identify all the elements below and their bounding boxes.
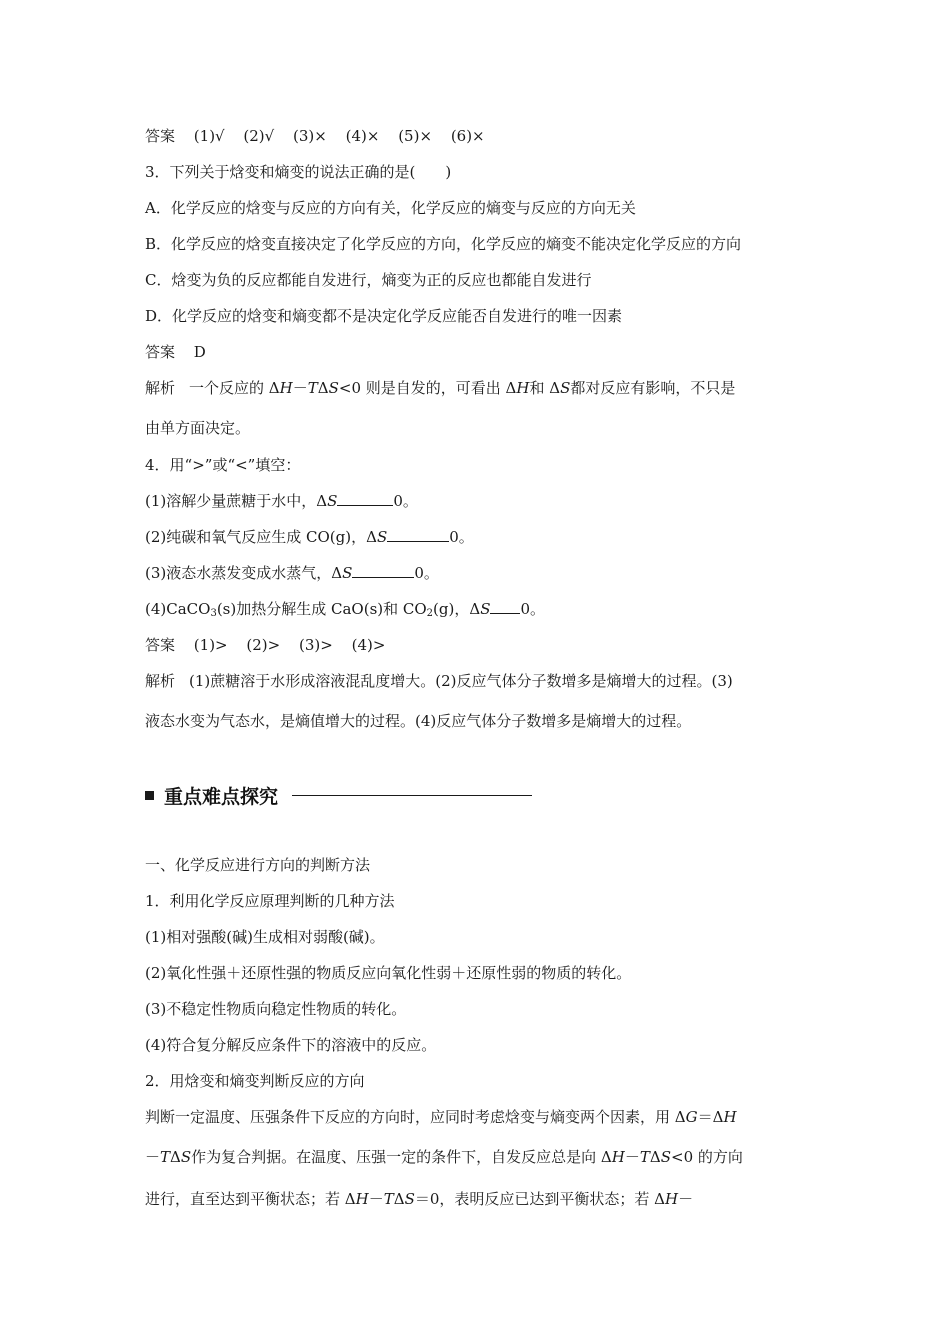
paragraph-line-3 (145, 1189, 693, 1209)
analysis-text: Δ (317, 379, 329, 397)
fill-blank (337, 491, 393, 506)
para-text: ＝0，表明反应已达到平衡状态；若 Δ (414, 1190, 666, 1208)
var-s: S (560, 379, 571, 397)
point-4: (4)符合复分解反应条件下的溶液中的反应。 (145, 1036, 437, 1054)
q2-answer-line (145, 126, 485, 146)
section-title: 重点难点探究 (164, 785, 279, 808)
q4-analysis-line-1 (145, 671, 733, 691)
para-text: － (624, 1148, 640, 1166)
q4-item-2 (145, 527, 474, 547)
item-text: 0。 (414, 564, 439, 582)
q4-item-1 (145, 491, 418, 511)
var-g: G (685, 1108, 698, 1126)
q4-item-4 (145, 599, 545, 624)
answer-item: (1)√ (193, 127, 225, 145)
answer-item: (1)> (193, 636, 228, 654)
var-t: T (639, 1148, 650, 1166)
item-text: (1)溶解少量蔗糖于水中，Δ (145, 492, 328, 510)
q3-analysis-line-1 (145, 378, 735, 398)
para-text: － (368, 1190, 384, 1208)
para-text: <0 的方向 (671, 1148, 743, 1166)
point-1: (1)相对强酸(碱)生成相对弱酸(碱)。 (145, 928, 385, 946)
answer-value: D (193, 343, 206, 361)
para-text: Δ (393, 1190, 405, 1208)
fill-blank (352, 563, 414, 578)
analysis-text: － (292, 379, 308, 397)
var-s: S (660, 1148, 672, 1166)
answer-item: (4)× (345, 127, 380, 145)
var-t: T (383, 1190, 394, 1208)
heading-2: 1．利用化学反应原理判断的几种方法 (145, 892, 395, 910)
section-rule (292, 795, 532, 796)
section-header (145, 783, 532, 807)
para-text: 判断一定温度、压强条件下反应的方向时，应同时考虑焓变与熵变两个因素，用 Δ (145, 1108, 686, 1126)
para-text: ＝Δ (697, 1108, 724, 1126)
answer-item: (6)× (450, 127, 485, 145)
q4-stem: 4．用“>”或“<”填空： (145, 456, 301, 474)
item-text: 0。 (449, 528, 474, 546)
heading-3: 2．用焓变和熵变判断反应的方向 (145, 1072, 365, 1090)
q4-answer-line (145, 635, 385, 655)
answer-label: 答案 (145, 127, 176, 145)
answer-label: 答案 (145, 636, 176, 654)
var-h: H (279, 379, 293, 397)
var-s: S (327, 492, 338, 510)
var-s: S (342, 564, 353, 582)
item-text: (4)CaCO (145, 600, 211, 618)
var-t: T (160, 1148, 171, 1166)
analysis-label: 解析 (145, 672, 176, 690)
item-text: (3)液态水蒸发变成水蒸气，Δ (145, 564, 343, 582)
subscript: 2 (426, 608, 434, 619)
q3-option-a: A．化学反应的焓变与反应的方向有关，化学反应的熵变与反应的方向无关 (145, 199, 636, 217)
q3-analysis-line-2: 由单方面决定。 (145, 419, 251, 437)
fill-blank (387, 527, 449, 542)
item-text: (g)，Δ (433, 600, 481, 618)
q4-analysis-line-2: 液态水变为气态水，是熵值增大的过程。(4)反应气体分子数增多是熵增大的过程。 (145, 712, 692, 730)
var-h: H (611, 1148, 625, 1166)
analysis-label: 解析 (145, 379, 176, 397)
analysis-text: (1)蔗糖溶于水形成溶液混乱度增大。(2)反应气体分子数增多是熵增大的过程。(3) (189, 672, 733, 690)
q3-answer-line (145, 342, 206, 362)
paragraph-line-1 (145, 1107, 737, 1127)
answer-item: (3)× (292, 127, 327, 145)
q3-option-d: D．化学反应的焓变和熵变都不是决定化学反应能否自发进行的唯一因素 (145, 307, 623, 325)
answer-item: (2)> (246, 636, 281, 654)
para-text: 作为复合判据。在温度、压强一定的条件下，自发反应总是向 Δ (191, 1148, 612, 1166)
var-s: S (180, 1148, 192, 1166)
square-bullet-icon (145, 791, 154, 800)
var-s: S (480, 600, 491, 618)
item-text: 0。 (393, 492, 418, 510)
answer-item: (4)> (351, 636, 386, 654)
point-2: (2)氧化性强＋还原性强的物质反应向氧化性弱＋还原性弱的物质的转化。 (145, 964, 632, 982)
analysis-text: 都对反应有影响，不只是 (570, 379, 736, 397)
answer-item: (5)× (398, 127, 433, 145)
answer-item: (3)> (299, 636, 333, 654)
var-t: T (307, 379, 318, 397)
var-s: S (376, 528, 388, 546)
para-text: Δ (170, 1148, 181, 1166)
para-text: － (678, 1190, 694, 1208)
subscript: 3 (210, 608, 217, 619)
fill-blank (490, 599, 520, 614)
q3-option-b: B．化学反应的焓变直接决定了化学反应的方向，化学反应的熵变不能决定化学反应的方向 (145, 235, 742, 253)
item-text: 0。 (520, 600, 546, 618)
answer-label: 答案 (145, 343, 176, 361)
var-h: H (355, 1190, 369, 1208)
q4-item-3 (145, 563, 439, 583)
q3-stem: 3．下列关于焓变和熵变的说法正确的是( ) (145, 163, 452, 181)
analysis-text: <0 则是自发的，可看出 Δ (338, 379, 517, 397)
var-h: H (723, 1108, 737, 1126)
analysis-text: 一个反应的 Δ (189, 379, 280, 397)
answer-item: (2)√ (243, 127, 275, 145)
analysis-text: 和 Δ (529, 379, 561, 397)
var-h: H (665, 1190, 679, 1208)
q3-option-c: C．焓变为负的反应都能自发进行，熵变为正的反应也都能自发进行 (145, 271, 592, 289)
para-text: － (145, 1148, 161, 1166)
point-3: (3)不稳定性物质向稳定性物质的转化。 (145, 1000, 407, 1018)
item-text: (2)纯碳和氧气反应生成 CO(g)，Δ (145, 528, 377, 546)
item-text: (s)加热分解生成 CaO(s)和 CO (216, 600, 427, 618)
para-text: 进行，直至达到平衡状态；若 Δ (145, 1190, 356, 1208)
paragraph-line-2 (145, 1147, 743, 1167)
var-h: H (516, 379, 530, 397)
var-s: S (328, 379, 339, 397)
para-text: Δ (649, 1148, 661, 1166)
heading-1: 一、化学反应进行方向的判断方法 (145, 856, 371, 874)
var-s: S (404, 1190, 415, 1208)
